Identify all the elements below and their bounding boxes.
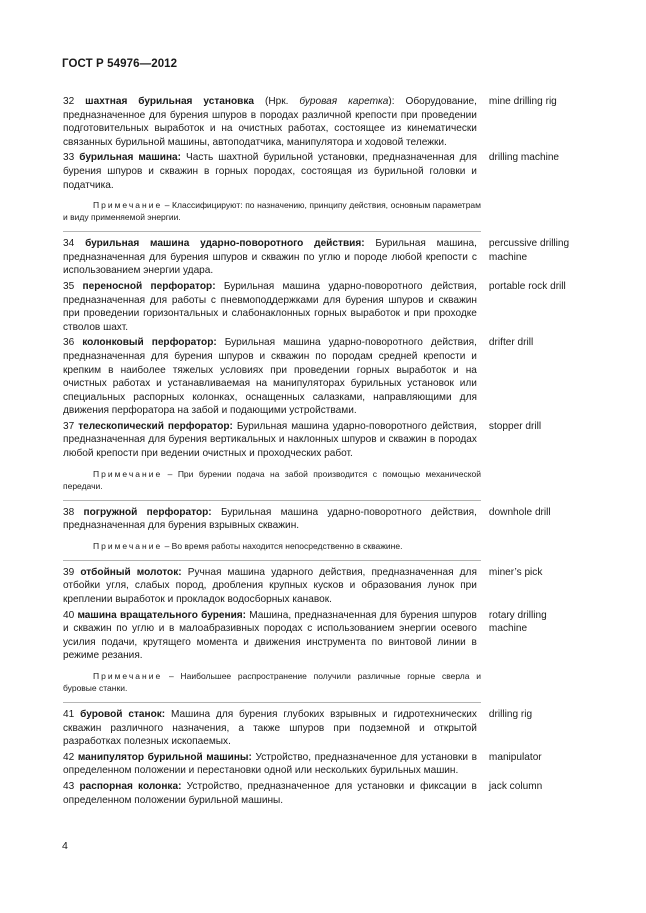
term-name: машина вращательного бурения: <box>77 609 247 621</box>
note-text: – При бурении подача на забой производится с помощью механической передачи. <box>63 468 481 491</box>
term-number: 37 <box>63 420 75 432</box>
term-name: бурильная машина: <box>79 152 182 164</box>
term-definition: Бурильная машина ударно-поворотного действия, предназначенная для бурения шпуров и скважин по породам средней крепости и крепким в наиболее тяжелых условиях при проведении горных выработок и на очистных работах и устанавливаемая на манипуляторах бурильных установок или специальных распорных колонках, оснащенных салазками, направляющими для движения перфоратора на забой и подающими устройствами. <box>63 337 477 417</box>
term-definition: Машина для бурения глубоких взрывных и гидротехнических скважин различного назначения, а также шпуров при подземной и открытой разработках полезных ископаемых. <box>63 709 477 748</box>
term-definition: Часть шахтной бурильной установки, предназначенная для бурения шпуров и скважин в горных породах, состоящая из бурильной головки и податчика. <box>63 152 477 191</box>
term-number: 34 <box>63 238 75 250</box>
term-definition: Машина, предназначенная для бурения шпуров и скважин по углю и в малоабразивных породах с использованием энергии осевого усилия подачи, крутящего момента и движения инструмента по винтовой линии в режиме резания. <box>63 609 477 662</box>
term-english: miner’s pick <box>488 566 543 578</box>
terms-content <box>63 95 583 809</box>
separator <box>63 560 481 561</box>
term-number: 35 <box>63 280 75 292</box>
term-definition: Бурильная машина ударно-поворотного действия, предназначенная для бурения вертикальных и наклонных шпуров и скважин в породах любой крепости при ведении очистных и проходческих работ. <box>63 420 477 460</box>
note-40 <box>63 670 481 694</box>
term-entry-39 <box>63 566 583 607</box>
document-header: ГОСТ Р 54976—2012 <box>62 58 178 70</box>
term-english: drilling machine <box>488 152 560 164</box>
term-english: mine drilling rig <box>488 96 557 107</box>
term-number: 38 <box>63 506 75 518</box>
term-definition: Устройство, предназначенное для установки в определенном положении и перестановки одной или нескольких бурильных машин. <box>63 751 477 777</box>
term-entry-38 <box>63 506 583 533</box>
note-label: Примечание <box>93 468 163 479</box>
term-number: 41 <box>63 709 75 720</box>
term-definition: Бурильная машина ударно-поворотного действия, предназначенная для бурения взрывных скважин. <box>63 506 477 532</box>
term-name: распорная колонка: <box>79 780 182 792</box>
term-english: drifter drill <box>488 337 534 349</box>
term-name: телескопический перфоратор: <box>78 420 233 432</box>
term-english: rotary drilling machine <box>488 609 547 635</box>
term-english: portable rock drill <box>488 280 566 292</box>
term-entry-36 <box>63 336 583 418</box>
term-entry-32 <box>63 95 583 149</box>
note-label: Примечание <box>93 200 163 211</box>
term-entry-40 <box>63 609 583 663</box>
term-entry-35 <box>63 280 583 334</box>
term-english: downhole drill <box>488 506 551 518</box>
term-name: бурильная машина ударно-поворотного действия: <box>85 238 365 250</box>
term-name: отбойный молоток: <box>80 566 182 578</box>
term-english: stopper drill <box>488 420 542 432</box>
term-number: 43 <box>63 780 75 792</box>
note-text: – Классифицируют: по назначению, принципу действия, основным параметрам и виду применяемой энергии. <box>63 200 481 223</box>
term-english: percussive drilling machine <box>488 238 570 263</box>
note-text: – Наибольшее распространение получили различные горные сверла и буровые станки. <box>63 671 481 693</box>
term-entry-43 <box>63 780 583 807</box>
term-definition: ): Оборудование, предназначенное для бурения шпуров в породах различной крепости при проведении подготовительных выработок и на очистных работах, состоящее из кинематически связанных бурильной машины, автоподатчика, манипулятора и ходовой тележки. <box>63 96 477 148</box>
term-entry-33 <box>63 151 583 192</box>
note-37 <box>63 468 481 492</box>
term-pre: (Нрк. <box>254 96 300 107</box>
term-deprecated: буровая каретка <box>299 96 389 107</box>
term-number: 42 <box>63 751 75 763</box>
term-definition: Устройство, предназначенное для установки и фиксации в определенном положении бурильной машины. <box>63 780 477 806</box>
term-number: 33 <box>63 152 75 164</box>
term-name: погружной перфоратор: <box>83 506 212 518</box>
term-number: 39 <box>63 566 75 578</box>
note-38 <box>63 540 481 552</box>
term-name: колонковый перфоратор: <box>82 337 217 349</box>
term-number: 40 <box>63 609 75 621</box>
term-name: переносной перфоратор: <box>82 280 216 292</box>
term-name: манипулятор бурильной машины: <box>77 751 252 763</box>
term-definition: Бурильная машина, предназначенная для бурения шпуров и скважин по углю и породе любой крепости с использованием энергии удара. <box>63 238 477 277</box>
term-name: шахтная бурильная установка <box>85 96 255 107</box>
term-entry-41 <box>63 708 583 749</box>
term-entry-37 <box>63 420 583 461</box>
term-english: drilling rig <box>488 709 533 720</box>
note-text: – Во время работы находится непосредственно в скважине. <box>162 540 403 551</box>
note-label: Примечание <box>93 671 163 681</box>
term-number: 36 <box>63 337 75 349</box>
term-definition: Ручная машина ударного действия, предназначенная для отбойки угля, слабых пород, дробления крупных кусков и образования лунок при креплении выработок и прокладок водосборных канавок. <box>63 566 477 606</box>
note-33 <box>63 199 481 223</box>
term-entry-42 <box>63 751 583 778</box>
separator <box>63 500 481 501</box>
note-label: Примечание <box>93 540 163 551</box>
term-english: jack column <box>488 780 543 792</box>
term-number: 32 <box>63 96 75 107</box>
separator <box>63 231 481 232</box>
term-definition: Бурильная машина ударно-поворотного действия, предназначенная для работы с пневмоподдержками для бурения шпуров и скважин при проведении горизонтальных и слабонаклонных горных выработок и при проходке стволов шахт. <box>63 280 477 333</box>
term-entry-34 <box>63 237 583 278</box>
term-name: буровой станок: <box>80 709 166 720</box>
separator <box>63 702 481 703</box>
page-number: 4 <box>62 840 68 852</box>
term-english: manipulator <box>488 751 542 763</box>
